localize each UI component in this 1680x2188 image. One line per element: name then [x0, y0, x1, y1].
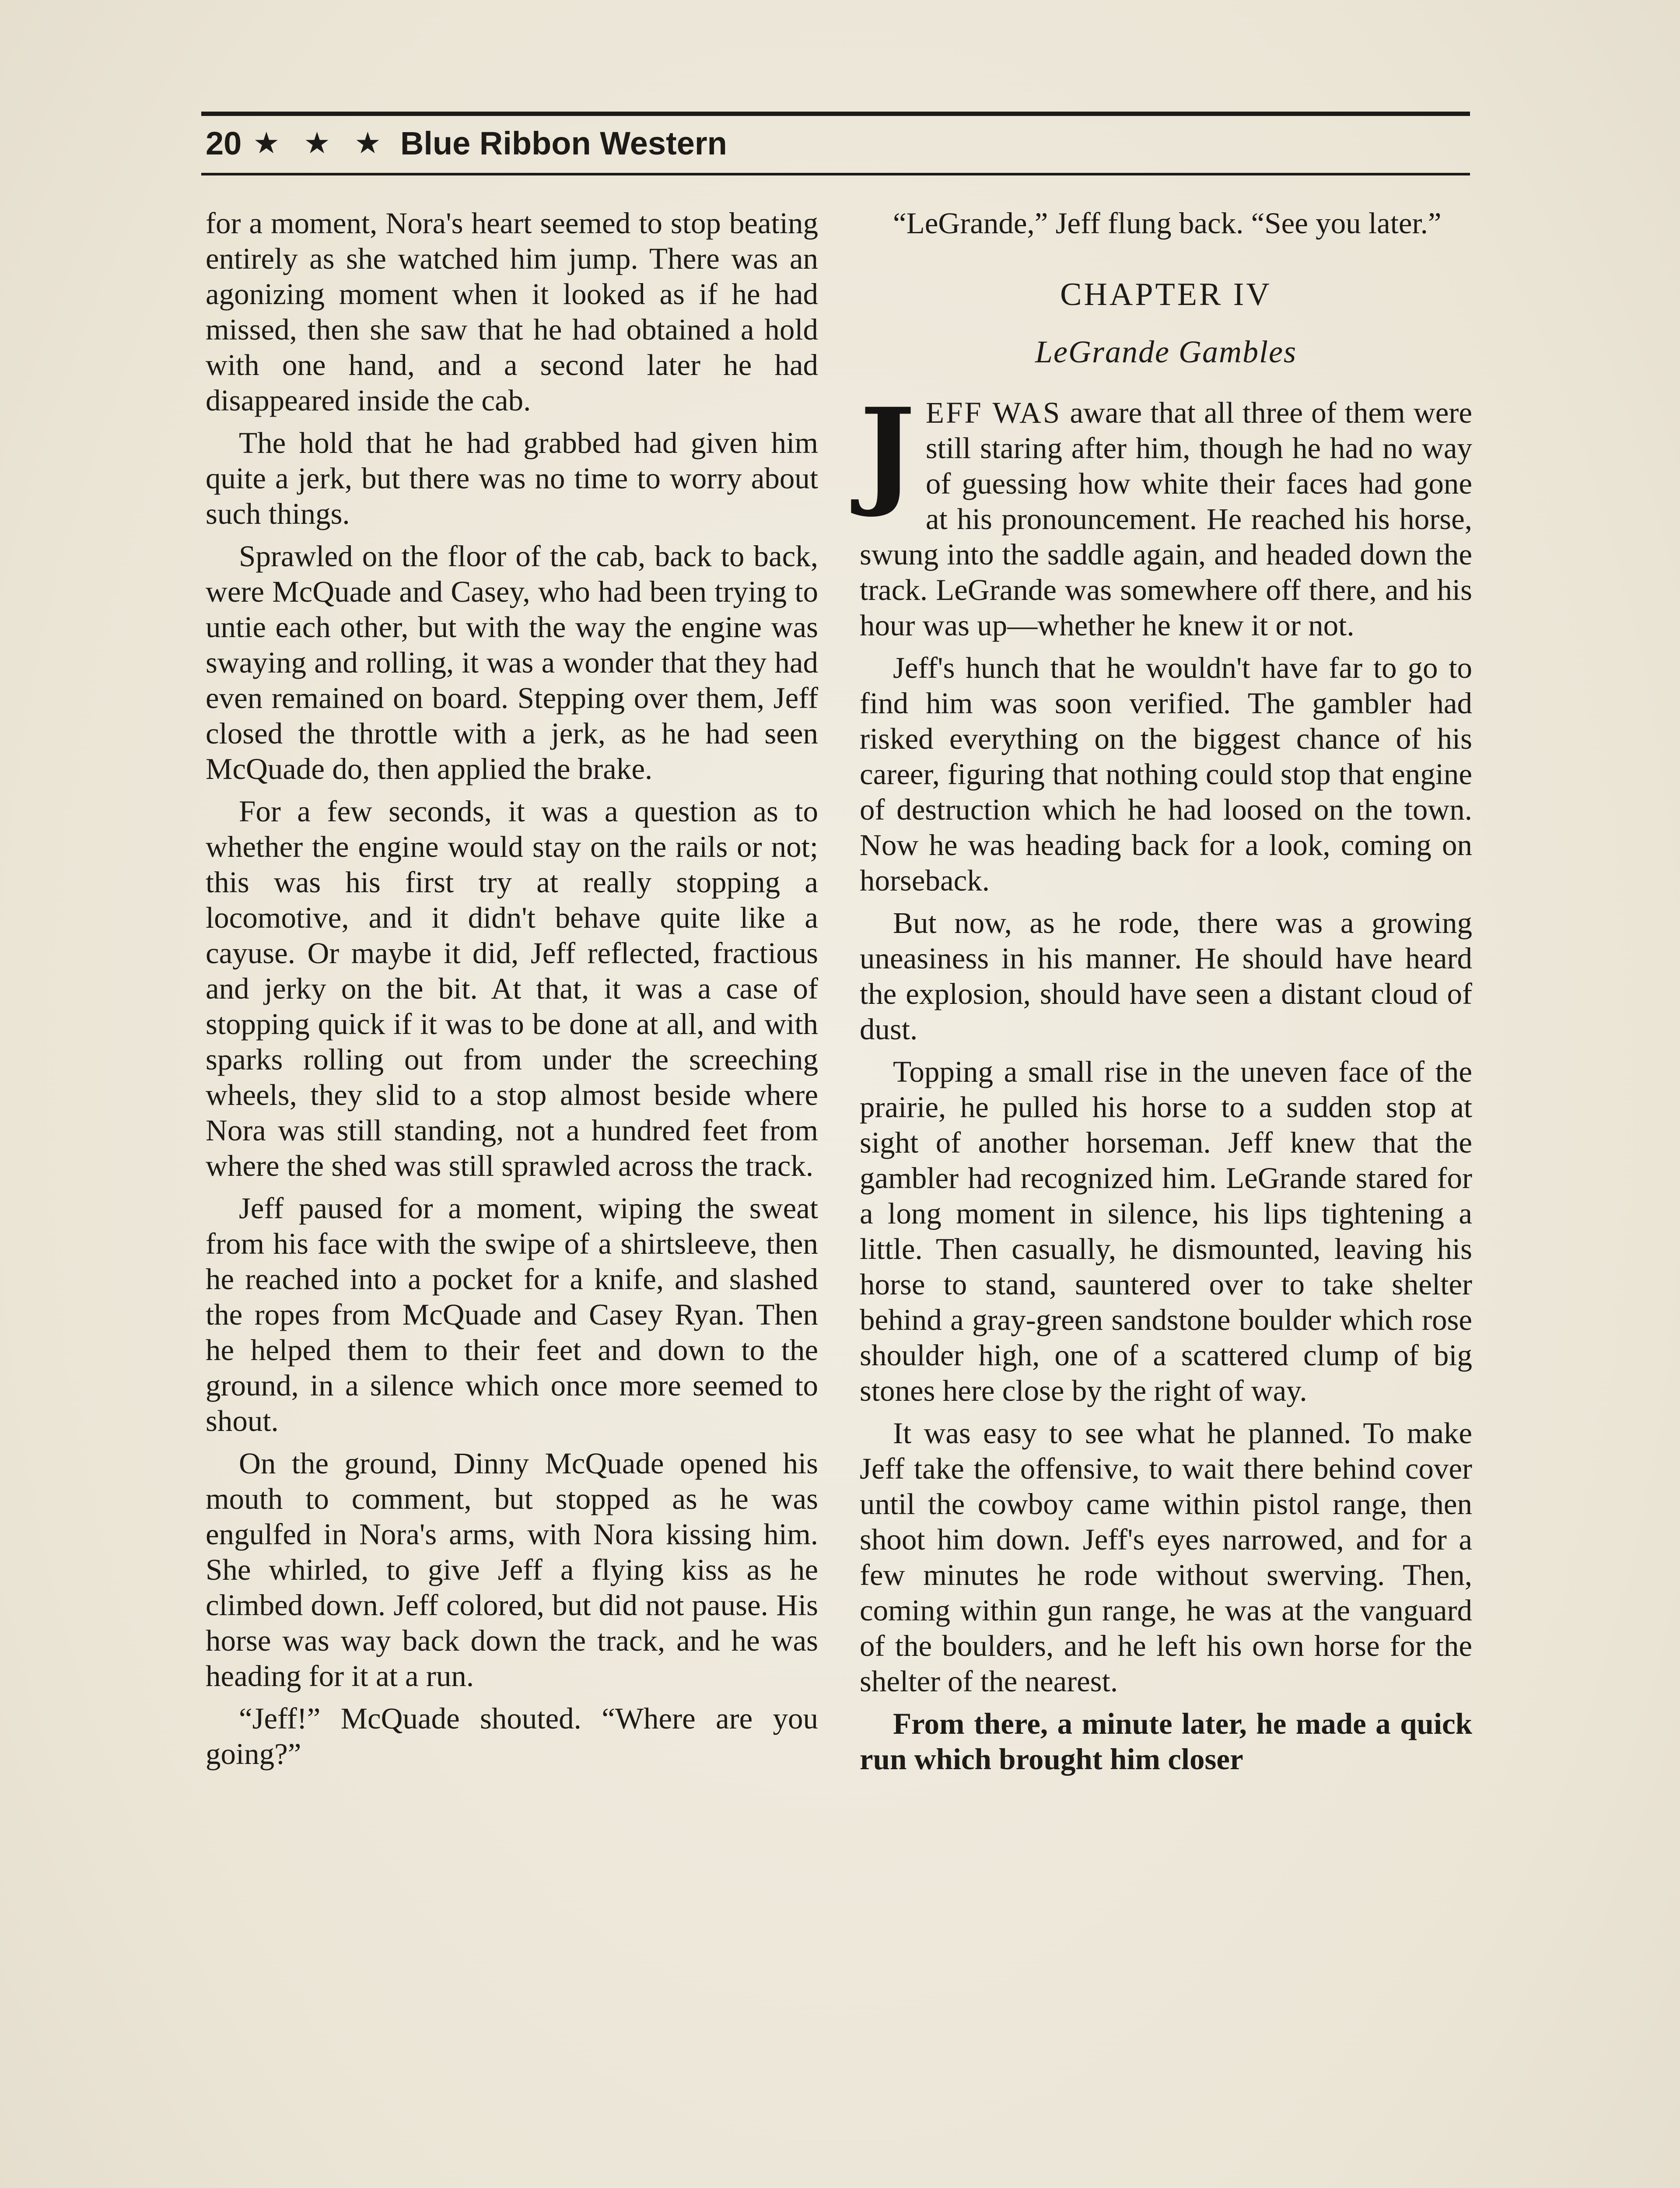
paragraph: The hold that he had grabbed had given him quite a jerk, but there was no time to worry about such things.	[206, 426, 818, 530]
magazine-title: Blue Ribbon Western	[400, 125, 727, 161]
paragraph: For a few seconds, it was a question as to whether the engine would stay on the rails or not; this was his first try at really stopping a locomotive, and it didn't behave quite like a cayuse. Or maybe it did, Jeff reflected, fractious and jerky on the bit. At that, it was a case of stopping quick if it was to be done at all, and with sparks rolling out from under the screeching wheels, they slid to a stop almost beside where Nora was still standing, not a hundred feet from where the shed was still sprawled across the track.	[206, 795, 818, 1182]
drop-cap: J	[860, 382, 915, 520]
chapter-title: CHAPTER IV	[1060, 277, 1272, 312]
star-ornaments: ★ ★ ★	[253, 126, 389, 160]
paragraph: Jeff paused for a moment, wiping the sweat from his face with the swipe of a shirtsleeve, then he reached into a pocket for a knife, and slashed the ropes from McQuade and Casey Ryan. Then he helped them to their feet and down to the ground, in a silence which once more seemed to shout.	[206, 1192, 818, 1438]
paragraph: Jeff's hunch that he wouldn't have far to go to find him was soon verified. The gambler had risked everything on the biggest chance of his career, figuring that nothing could stop that engine of destruction which he had loosed on the town. Now he was heading back for a look, coming on horseback.	[860, 651, 1472, 897]
paragraph: Topping a small rise in the uneven face of the prairie, he pulled his horse to a sudden stop at sight of another horseman. Jeff knew that the gambler had recognized him. LeGrande stared for a long moment in silence, his lips tightening a little. Then casually, he dismounted, leaving his horse to stand, sauntered over to take shelter behind a gray-green sandstone boulder which rose shoulder high, one of a scattered clump of big stones here close by the right of way.	[860, 1055, 1472, 1407]
header-rule-top	[201, 112, 1470, 116]
lead-in: EFF WAS	[925, 396, 1062, 429]
paragraph: for a moment, Nora's heart seemed to stop beating entirely as she watched him jump. There was an agonizing moment when it looked as if he had missed, then she saw that he had obtained a hold with one hand, and a second later he had disappeared inside the cab.	[206, 207, 818, 417]
page-number: 20	[206, 125, 242, 161]
chapter-opening-paragraph	[860, 382, 1472, 643]
paragraph: “Jeff!” McQuade shouted. “Where are you going?”	[206, 1702, 818, 1771]
paragraph: “LeGrande,” Jeff flung back. “See you later.”	[893, 207, 1442, 240]
left-column	[206, 206, 818, 1779]
header-rule-bottom	[201, 173, 1470, 175]
right-column	[860, 206, 1472, 1784]
paragraph: On the ground, Dinny McQuade opened his mouth to comment, but stopped as he was engulfed in Nora's arms, with Nora kissing him. She whirled, to give Jeff a flying kiss as he climbed down. Jeff colored, but did not pause. His horse was way back down the track, and he was heading for it at a run.	[206, 1447, 818, 1693]
paragraph: It was easy to see what he planned. To make Jeff take the offensive, to wait there behind cover until the cowboy came within pistol range, then shoot him down. Jeff's eyes narrowed, and for a few minutes he rode without swerving. Then, coming within gun range, he was at the vanguard of the boulders, and he left his own horse for the shelter of the nearest.	[860, 1417, 1472, 1698]
running-header	[206, 119, 727, 167]
paragraph: Sprawled on the floor of the cab, back to back, were McQuade and Casey, who had been trying to untie each other, but with the way the engine was swaying and rolling, it was a wonder that they had even remained on board. Stepping over them, Jeff closed the throttle with a jerk, as he had seen McQuade do, then applied the brake.	[206, 540, 818, 785]
paragraph: But now, as he rode, there was a growing uneasiness in his manner. He should have heard the explosion, should have seen a distant cloud of dust.	[860, 906, 1472, 1046]
paragraph-text: aware that all three of them were still staring after him, though he had no way of guessing how white their faces had gone at his pronouncement. He reached his horse, swung into the saddle again, and headed down the track. LeGrande was somewhere off there, and his hour was up—whether he knew it or not.	[860, 396, 1472, 642]
paragraph: From there, a minute later, he made a quick run which brought him closer	[860, 1707, 1472, 1776]
chapter-subtitle: LeGrande Gambles	[1035, 334, 1297, 369]
